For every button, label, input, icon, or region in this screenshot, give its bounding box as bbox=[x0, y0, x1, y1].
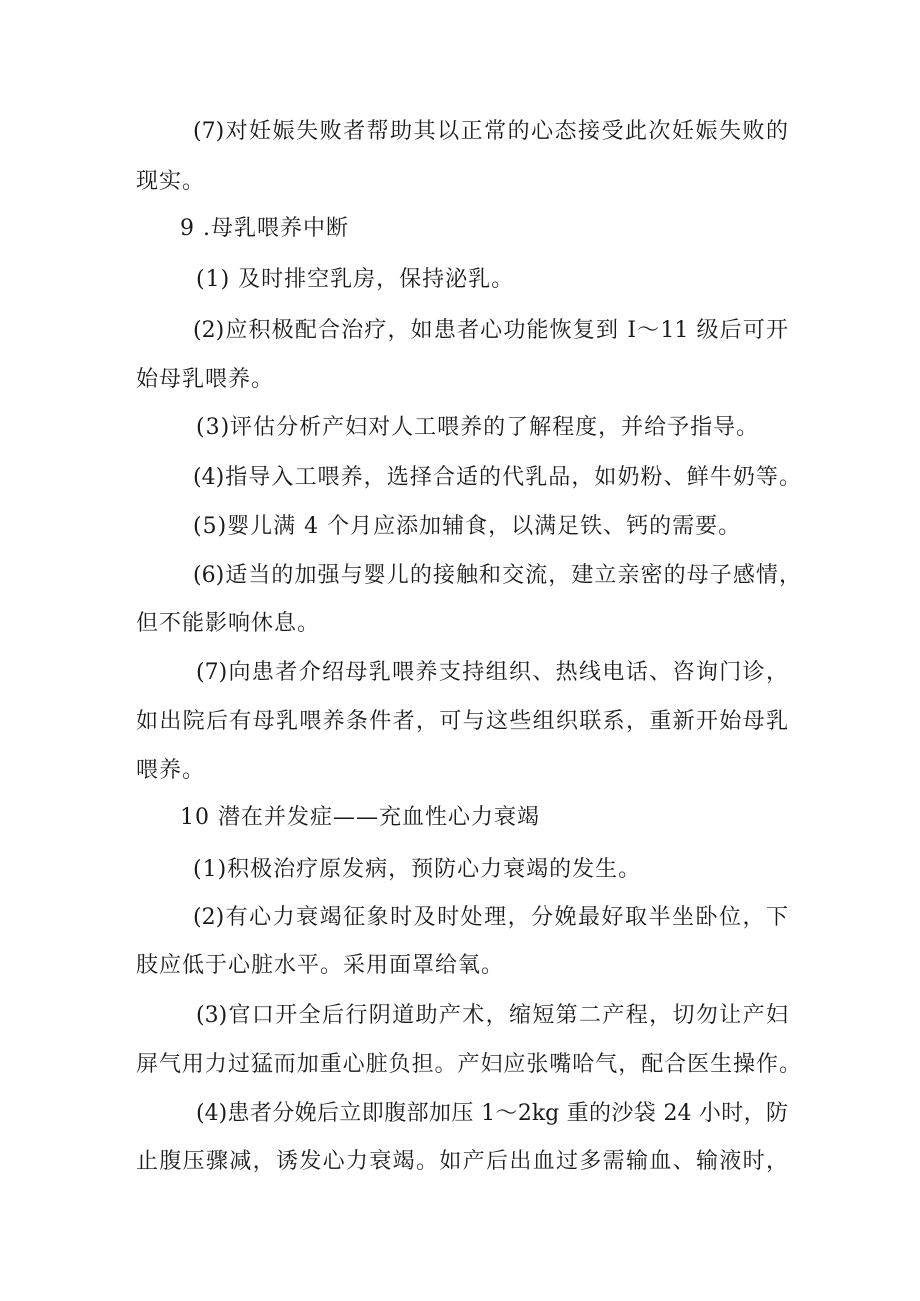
paragraph-line: 始母乳喂养。 bbox=[136, 367, 275, 392]
paragraph-line: 如出院后有母乳喂养条件者，可与这些组织联系，重新开始母乳 bbox=[136, 709, 788, 734]
section-heading: 9 .母乳喂养中断 bbox=[180, 216, 349, 241]
paragraph-line: (6)适当的加强与婴儿的接触和交流，建立亲密的母子感情， bbox=[193, 563, 801, 588]
paragraph-line: (7)对妊娠失败者帮助其以正常的心态接受此次妊娠失败的 bbox=[193, 119, 788, 144]
paragraph-line: 肢应低于心脏水平。采用面罩给氧。 bbox=[136, 953, 505, 978]
section-heading: 10 潜在并发症——充血性心力衰竭 bbox=[180, 805, 540, 830]
paragraph-line: (2)应积极配合治疗，如患者心功能恢复到 I～11 级后可开 bbox=[193, 318, 788, 343]
paragraph-line: 现实。 bbox=[136, 169, 206, 194]
paragraph-line: (3)官口开全后行阴道助产术，缩短第二产程，切勿让产妇 bbox=[196, 1003, 788, 1028]
paragraph-line: (4)指导入工喂养，选择合适的代乳品，如奶粉、鲜牛奶等。 bbox=[193, 465, 801, 490]
paragraph-line: (1) 及时排空乳房，保持泌乳。 bbox=[196, 267, 515, 292]
paragraph-line: (2)有心力衰竭征象时及时处理，分娩最好取半坐卧位，下 bbox=[193, 905, 788, 930]
paragraph-line: (5)婴儿满 4 个月应添加辅食，以满足铁、钙的需要。 bbox=[193, 514, 742, 539]
paragraph-line: 止腹压骤减，诱发心力衰竭。如产后出血过多需输血、输液时， bbox=[136, 1149, 788, 1174]
paragraph-line: (3)评估分析产妇对人工喂养的了解程度，并给予指导。 bbox=[196, 415, 760, 440]
paragraph-line: 喂养。 bbox=[136, 758, 206, 783]
paragraph-line: 屏气用力过猛而加重心脏负担。产妇应张嘴哈气，配合医生操作。 bbox=[136, 1052, 801, 1077]
paragraph-line: (4)患者分娩后立即腹部加压 1～2kg 重的沙袋 24 小时，防 bbox=[196, 1101, 788, 1126]
paragraph-line: 但不能影响休息。 bbox=[136, 611, 321, 636]
paragraph-line: (1)积极治疗原发病，预防心力衰竭的发生。 bbox=[193, 857, 642, 882]
paragraph-line: (7)向患者介绍母乳喂养支持组织、热线电话、咨询门诊， bbox=[196, 660, 788, 685]
